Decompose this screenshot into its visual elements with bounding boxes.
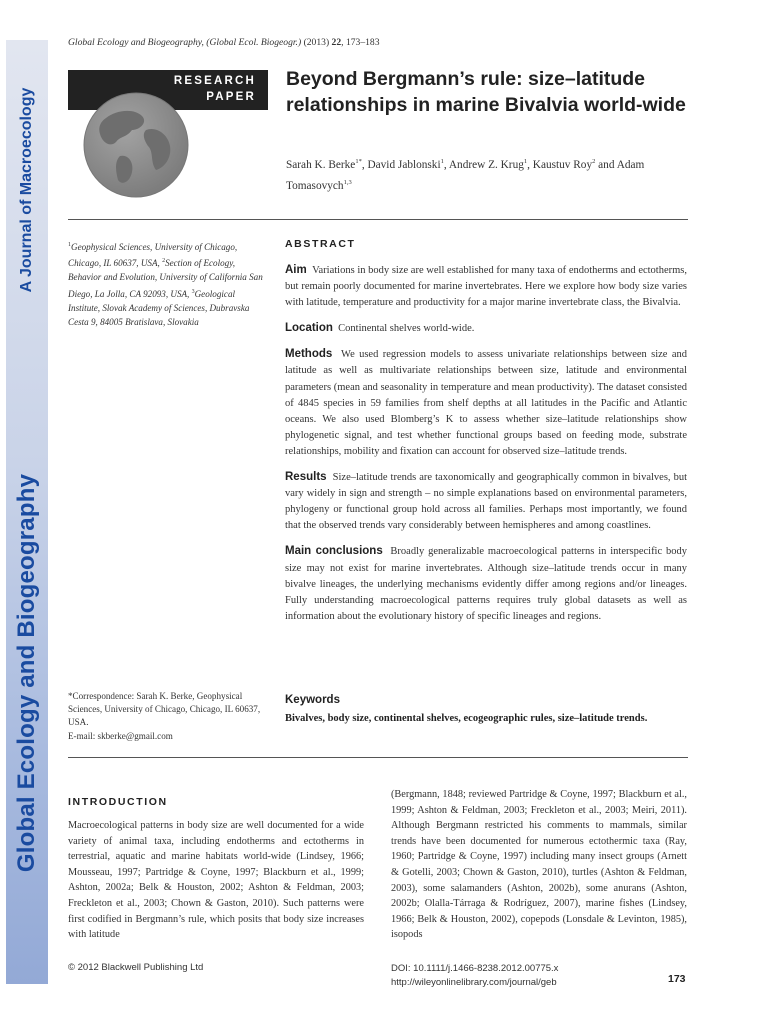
correspondence-email: E-mail: skberke@gmail.com [68,730,173,741]
abstract-section [285,469,687,534]
article-title: Beyond Bergmann’s rule: size–latitude relationships in marine Bivalvia world-wide [286,68,686,116]
affiliation-text: Geophysical Sciences, University of Chicago, Chicago, IL 60637, USA, [68,242,238,269]
author-separator: , [361,158,368,171]
abstract-section-text: Size–latitude trends are taxonomically and geographically common in bivalves, but vary widely in sign and strength – no simple explanations based on environmental parameters, phylogeny or functional group hold across all families. Perhaps most importantly, we found that the observed trends vary considerably between hemispheres and among coastlines. [285,472,688,532]
author-name: Adam Tomasovych [286,158,645,192]
journal-year: (2013) [303,37,330,48]
abstract-section [285,346,687,460]
page-number: 173 [668,973,686,985]
badge-line-2: PAPER [206,91,256,103]
author-affiliation-mark: 1 [523,158,528,165]
abstract-heading: ABSTRACT [285,238,356,250]
introduction-heading: INTRODUCTION [68,796,168,808]
abstract-section-text: Broadly generalizable macroecological patterns in interspecific body size may not exist for marine invertebrates. Although size–latitude trends occur in many bivalve lineages, the underlying mechanisms evidently differ among regions and/or lineages. Fully understanding macroecological patterns requires truly global datasets as well as information about the evolutionary history of specific lineages and regions. [285,546,687,622]
abstract-section-label: Aim [285,264,307,276]
journal-sidebar [6,40,48,984]
abstract-section-label: Location [285,322,333,335]
correspondence [68,690,268,743]
abstract-rule [68,757,688,758]
journal-name: Global Ecology and Biogeography [13,473,40,873]
author-name: Andrew Z. Krug [448,158,524,171]
globe-icon [76,90,196,200]
abstract-section-text: We used regression models to assess univariate relationships between size and latitude as well as multivariate relationships between size, latitude and environmental parameters (mean and seasonality in temperature and mean productivity). The dataset consisted of 4845 species in 59 families from shelf depths at all latitudes in the Pacific and Atlantic oceans. We also used Blomberg’s K to assess whether size–latitude relationships show phylogenetic signal, and test whether functional groups based on feeding mode, substrate relationships, mobility and fixation can account for observed size–latitude trends. [285,349,687,457]
author-affiliation-mark: 1,3 [343,178,352,186]
abstract-section-label: Main conclusions [285,545,383,558]
abstract-section [285,320,687,337]
doi-block [391,962,558,990]
author-affiliation-mark: 1* [355,158,362,165]
author-list [286,153,686,195]
header-rule [68,219,688,220]
copyright-notice: © 2012 Blackwell Publishing Ltd [68,962,204,973]
abstract-section-text: Variations in body size are well established for many taxa of endotherms and ectotherms, but remain poorly documented for marine invertebrates. Here we explore how body size varies with latitude, temperature and productivity for a major marine invertebrate class, the Bivalvia. [285,265,688,309]
abstract-section [285,262,687,311]
author-name: David Jablonski [367,158,441,171]
author-separator: and [595,158,617,171]
affiliation-mark: 3 [191,288,195,295]
author-separator: , [527,158,533,171]
author-affiliation-mark: 2 [592,158,596,165]
affiliation-mark: 2 [162,258,166,265]
correspondence-address: *Correspondence: Sarah K. Berke, Geophysical Sciences, University of Chicago, Chicago, IL 60637, USA. [68,691,261,728]
abstract-section [285,543,687,624]
badge-line-1: RESEARCH [173,75,256,87]
author-separator: , [443,158,449,171]
author-name: Sarah K. Berke [286,158,356,171]
author-name: Kaustuv Roy [532,158,593,171]
journal-pages: , 173–183 [341,37,380,48]
body-column-left: Macroecological patterns in body size are well documented for a wide variety of animal taxa, including endotherms and ectotherms in terrestrial, aquatic and marine habitats world-wide (Lindsey, 1966; Mousseau, 1997; Partridge & Coyne, 1997; Blackburn et al., 1999; Ashton, 2002a; Belk & Houston, 2002; Ashton & Feldman, 2003; Freckleton et al., 2003; Chown & Gaston, 2010). Such patterns were first codified in Bergmann’s rule, which posits that body size increases with latitude [68,820,364,941]
affiliation-mark: 1 [68,242,71,248]
keywords-heading: Keywords [285,694,340,706]
abstract-section-label: Methods [285,348,333,361]
journal-url-link[interactable]: http://wileyonlinelibrary.com/journal/geb [391,977,557,988]
abstract-section-label: Results [285,471,327,484]
body-column-right: (Bergmann, 1848; reviewed Partridge & Coyne, 1997; Blackburn et al., 1999; Ashton & Feldman, 2003; Freckleton et al., 2003; Meiri, 2011). Although Bergmann restricted his comments to mammals, similar trends have been documented for numerous ectothermic taxa (Ray, 1960; Partridge & Coyne, 1997) including many insect groups (Arnett & Gotelli, 2003; Chown & Gaston, 2010), turtles (Ashton & Feldman, 2003), some salamanders (Ashton, 2002b), some anurans (Ashton, 2002b; Olalla-Tárraga & Rodríguez, 2007), marine fishes (Lindsey, 1966; Belk & Houston, 2002), copepods (Lonsdale & Levinton, 1985), isopods [391,789,687,941]
author-affiliation-mark: 1 [440,158,444,165]
doi-text: DOI: 10.1111/j.1466-8238.2012.00775.x [391,963,559,974]
abstract-body [285,262,687,634]
journal-citation [68,37,380,48]
abstract-section-text: Continental shelves world-wide. [338,323,475,335]
affiliation-text: Geological Institute, Slovak Academy of Sciences, Dubravska Cesta 9, 84005 Bratislava, Slovakia [68,288,250,328]
affiliation-text: Section of Ecology, Behavior and Evolution, University of California San Diego, La Jolla, CA 92093, USA, [68,258,263,299]
journal-volume: 22 [331,37,342,48]
affiliations [68,238,268,329]
journal-subtitle: A Journal of Macroecology [18,87,35,293]
keywords-text: Bivalves, body size, continental shelves, ecogeographic rules, size–latitude trends. [285,713,648,724]
journal-title: Global Ecology and Biogeography, (Global Ecol. Biogeogr.) [68,37,302,48]
